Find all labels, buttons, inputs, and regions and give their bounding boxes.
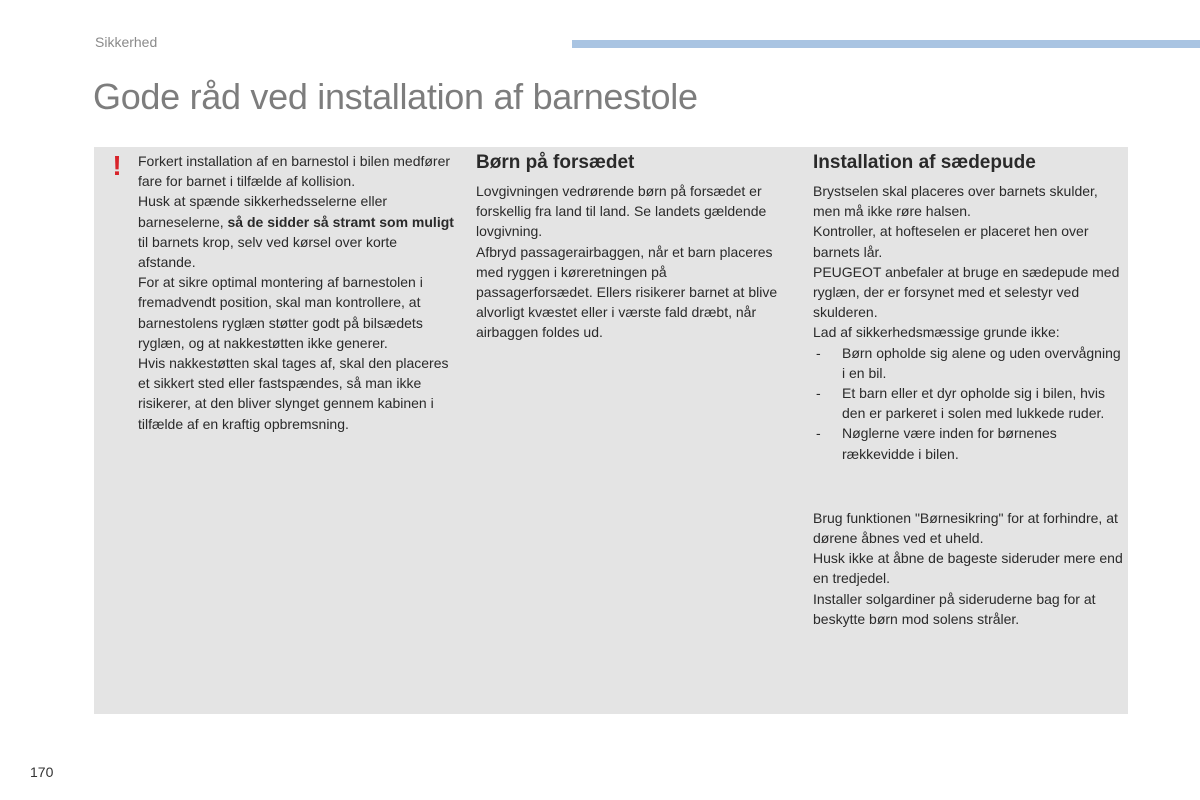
warning-text: til barnets krop, selv ved kørsel over korte afstande. (138, 233, 398, 271)
list-item: - Børn opholde sig alene og uden overvågning i en bil. (813, 343, 1123, 383)
warning-icon: ! (112, 150, 122, 181)
front-seat-heading: Børn på forsædet (476, 152, 635, 173)
front-seat-column (476, 151, 786, 343)
booster-paragraph: Lad af sikkerhedsmæssige grunde ikke: (813, 324, 1060, 341)
warning-text: Husk at spænde sikkerhedsselerne eller barneselerne, (138, 193, 388, 230)
list-item: - Et barn eller et dyr opholde sig i bilen, hvis den er parkeret i solen med lukkede ruder. (813, 383, 1123, 423)
warning-paragraph: Hvis nakkestøtten skal tages af, skal den placeres et sikkert sted eller fastspændes, så man ikke risikerer, at den bliver slynget gennem kabinen i tilfælde af en kraftig opbremsning. (138, 355, 449, 432)
warning-paragraph: For at sikre optimal montering af barnestolen i fremadvendt position, skal man kontrollere, at barnestolens ryglæn støtter godt på bilsædets ryglæn, og at nakkestøtten ikke generer. (138, 274, 423, 351)
page-title: Gode råd ved installation af barnestole (93, 76, 698, 117)
warning-paragraph (138, 191, 458, 272)
warning-emphasis: så de sidder så stramt som muligt (227, 213, 454, 230)
warning-paragraph: Forkert installation af en barnestol i bilen medfører fare for barnet i tilfælde af kollision. (138, 153, 451, 190)
booster-heading: Installation af sædepude (813, 152, 1036, 173)
booster-paragraph: Installer solgardiner på sideruderne bag for at beskytte børn mod solens stråler. (813, 590, 1096, 627)
booster-paragraph: Husk ikke at åbne de bageste sideruder mere end en tredjedel. (813, 550, 1123, 587)
front-seat-paragraph: Afbryd passagerairbaggen, når et barn placeres med ryggen i køreretningen på passagerforsædet. Ellers risikerer barnet at blive alvorligt kvæstet eller i værste fald dræbt, når airbaggen foldes ud. (476, 243, 778, 341)
warning-column (138, 151, 458, 434)
booster-paragraph: Kontroller, at hofteselen er placeret hen over barnets lår. (813, 223, 1089, 260)
spacer (813, 464, 1123, 508)
section-label: Sikkerhed (95, 34, 158, 50)
booster-paragraph: PEUGEOT anbefaler at bruge en sædepude med ryglæn, der er forsynet med et selestyr ved skulderen. (813, 263, 1120, 321)
safety-list (813, 343, 1123, 464)
booster-paragraph: Brystselen skal placeres over barnets skulder, men må ikke røre halsen. (813, 183, 1098, 220)
booster-paragraph: Brug funktionen "Børnesikring" for at forhindre, at dørene åbnes ved et uheld. (813, 509, 1118, 547)
page-number: 170 (30, 764, 54, 780)
booster-column (813, 151, 1123, 629)
header-accent-bar (572, 40, 1200, 48)
front-seat-paragraph: Lovgivningen vedrørende børn på forsædet er forskellig fra land til land. Se landets gældende lovgivning. (476, 183, 767, 240)
list-item: - Nøglerne være inden for børnenes rækkevidde i bilen. (813, 423, 1123, 463)
